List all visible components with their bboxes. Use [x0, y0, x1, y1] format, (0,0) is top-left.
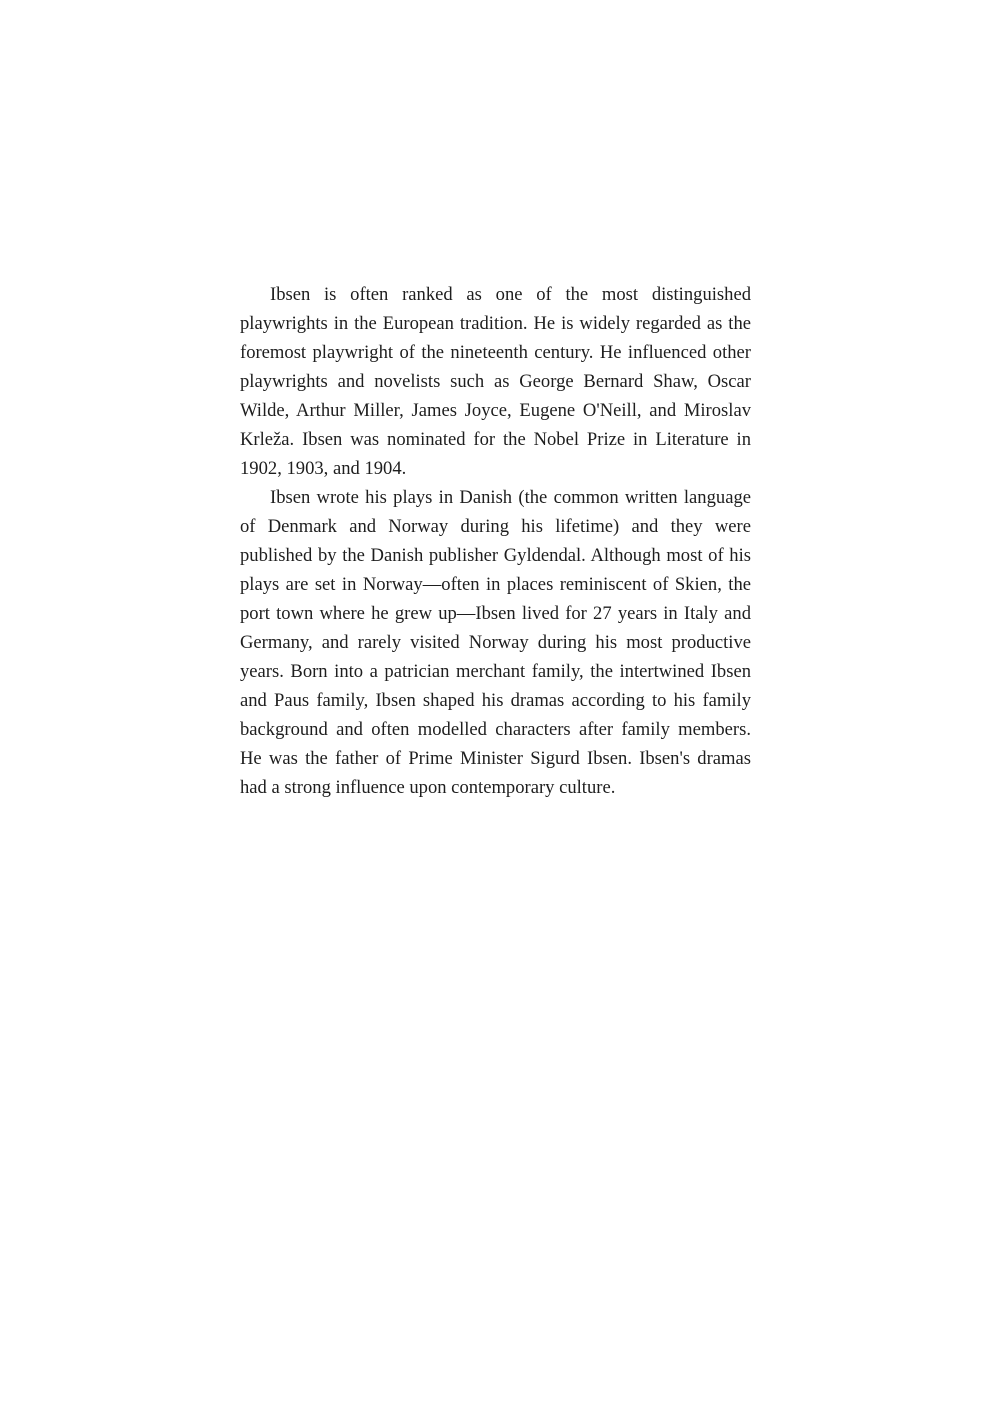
paragraph-2: Ibsen wrote his plays in Danish (the common written language of Denmark and Norway during his lifetime) and they were published by the Danish publisher Gyldendal. Although most of his plays are set in Norway—often in places reminiscent of Skien, the port town where he grew up—Ibsen lived for 27 years in Italy and Germany, and rarely visited Norway during his most productive years. Born into a patrician merchant family, the intertwined Ibsen and Paus family, Ibsen shaped his dramas according to his family background and often modelled characters after family members. He was the father of Prime Minister Sigurd Ibsen. Ibsen's dramas had a strong influence upon contemporary culture. — [240, 487, 751, 798]
body-text — [240, 280, 751, 802]
paragraph-1: Ibsen is often ranked as one of the most distinguished playwrights in the European tradition. He is widely regarded as the foremost playwright of the nineteenth century. He influenced other playwrights and novelists such as George Bernard Shaw, Oscar Wilde, Arthur Miller, James Joyce, Eugene O'Neill, and Miroslav Krleža. Ibsen was nominated for the Nobel Prize in Literature in 1902, 1903, and 1904. — [240, 284, 751, 479]
